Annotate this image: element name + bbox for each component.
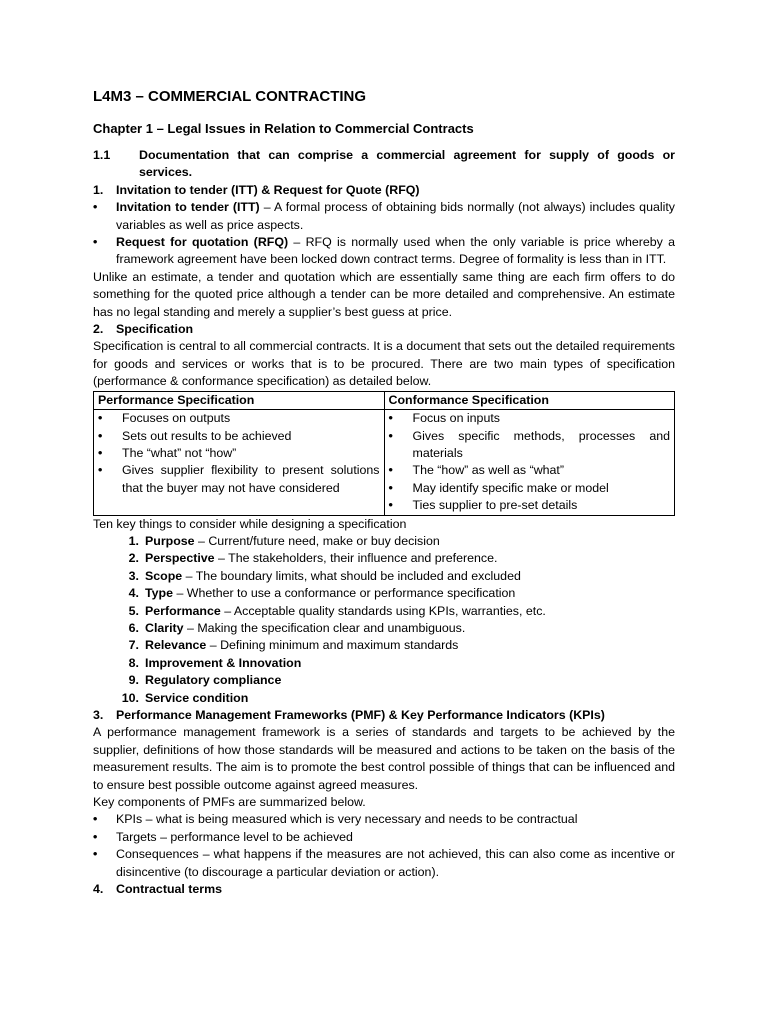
- ten-keys-list: [93, 533, 675, 707]
- spec-heading: 2. Specification: [93, 322, 194, 337]
- ten-keys-intro: Ten key things to consider while designing a specification: [93, 516, 407, 531]
- list-item: • Consequences – what happens if the measures are not achieved, this can also come as incentive or disincentive (to discourage a particular deviation or action).: [93, 846, 675, 881]
- list-item: • Gives supplier flexibility to present solutions that the buyer may not have considered: [98, 462, 380, 497]
- list-item: 10. Service condition: [121, 690, 249, 705]
- pmf-components-intro: Key components of PMFs are summarized below.: [93, 795, 366, 810]
- list-item: 7. Relevance – Defining minimum and maximum standards: [128, 638, 459, 653]
- table-header-performance: Performance Specification: [94, 391, 385, 409]
- pmf-heading: 3. Performance Management Frameworks (PMF) & Key Performance Indicators (KPIs): [93, 708, 605, 722]
- list-item: • The “what” not “how”: [98, 445, 380, 462]
- contract-terms-heading: 4. Contractual terms: [93, 882, 223, 897]
- list-item: 9. Regulatory compliance: [128, 673, 282, 688]
- list-item: • Focus on inputs: [389, 410, 671, 427]
- section-number: 1.1: [93, 148, 111, 162]
- list-item: • Targets – performance level to be achieved: [93, 829, 675, 846]
- performance-cell: [94, 410, 385, 515]
- document-title: L4M3 – COMMERCIAL CONTRACTING: [93, 88, 367, 105]
- list-item: 5. Performance – Acceptable quality standards using KPIs, warranties, etc.: [128, 603, 546, 618]
- list-item: 4. Type – Whether to use a conformance or performance specification: [128, 586, 516, 601]
- spec-paragraph: Specification is central to all commercial contracts. It is a document that sets out the detailed requirements for goods and services or works that is to be procured. There are two main types of specification (performance & conformance specification) as detailed below.: [93, 339, 675, 389]
- list-item: 8. Improvement & Innovation: [128, 655, 302, 670]
- itt-paragraph: Unlike an estimate, a tender and quotation which are essentially same thing are each firm offers to do something for the quoted price although a tender can be more detailed and comprehensive. An estimate has no legal standing and merely a supplier’s best guess at price.: [93, 269, 675, 319]
- list-item: • Request for quotation (RFQ) – RFQ is normally used when the only variable is price whereby a framework agreement have been locked down contract terms. Degree of formality is less than in ITT.: [93, 234, 675, 269]
- list-item: • Focuses on outputs: [98, 410, 380, 427]
- pmf-bullets: [93, 811, 675, 881]
- section-1-1: [93, 147, 675, 182]
- document-page: [93, 86, 675, 898]
- itt-bullets: [93, 199, 675, 269]
- table-header-conformance: Conformance Specification: [384, 391, 675, 409]
- list-item: 1. Purpose – Current/future need, make or buy decision: [128, 533, 440, 548]
- itt-heading: 1. Invitation to tender (ITT) & Request for Quote (RFQ): [93, 182, 420, 197]
- specification-table: [93, 391, 675, 516]
- list-item: 6. Clarity – Making the specification clear and unambiguous.: [128, 620, 466, 635]
- list-item: • Gives specific methods, processes and materials: [389, 428, 671, 463]
- list-item: • May identify specific make or model: [389, 480, 671, 497]
- list-item: • Sets out results to be achieved: [98, 428, 380, 445]
- pmf-paragraph: A performance management framework is a series of standards and targets to be achieved by the supplier, definitions of how those standards will be measured and actions to be taken on the basis of the measurement results. The aim is to promote the best control possible of things that can be influenced and to ensure best possible outcome against agreed measures.: [93, 725, 675, 792]
- list-item: • Invitation to tender (ITT) – A formal process of obtaining bids normally (not always) includes quality variables as well as price aspects.: [93, 199, 675, 234]
- list-item: • Ties supplier to pre-set details: [389, 497, 671, 514]
- list-item: • KPIs – what is being measured which is very necessary and needs to be contractual: [93, 811, 675, 828]
- chapter-heading: Chapter 1 – Legal Issues in Relation to Commercial Contracts: [93, 121, 474, 136]
- conformance-cell: [384, 410, 675, 515]
- list-item: 3. Scope – The boundary limits, what should be included and excluded: [128, 568, 521, 583]
- section-title: Documentation that can comprise a commercial agreement for supply of goods or services.: [139, 148, 675, 180]
- list-item: 2. Perspective – The stakeholders, their influence and preference.: [128, 551, 498, 566]
- list-item: • The “how” as well as “what”: [389, 462, 671, 479]
